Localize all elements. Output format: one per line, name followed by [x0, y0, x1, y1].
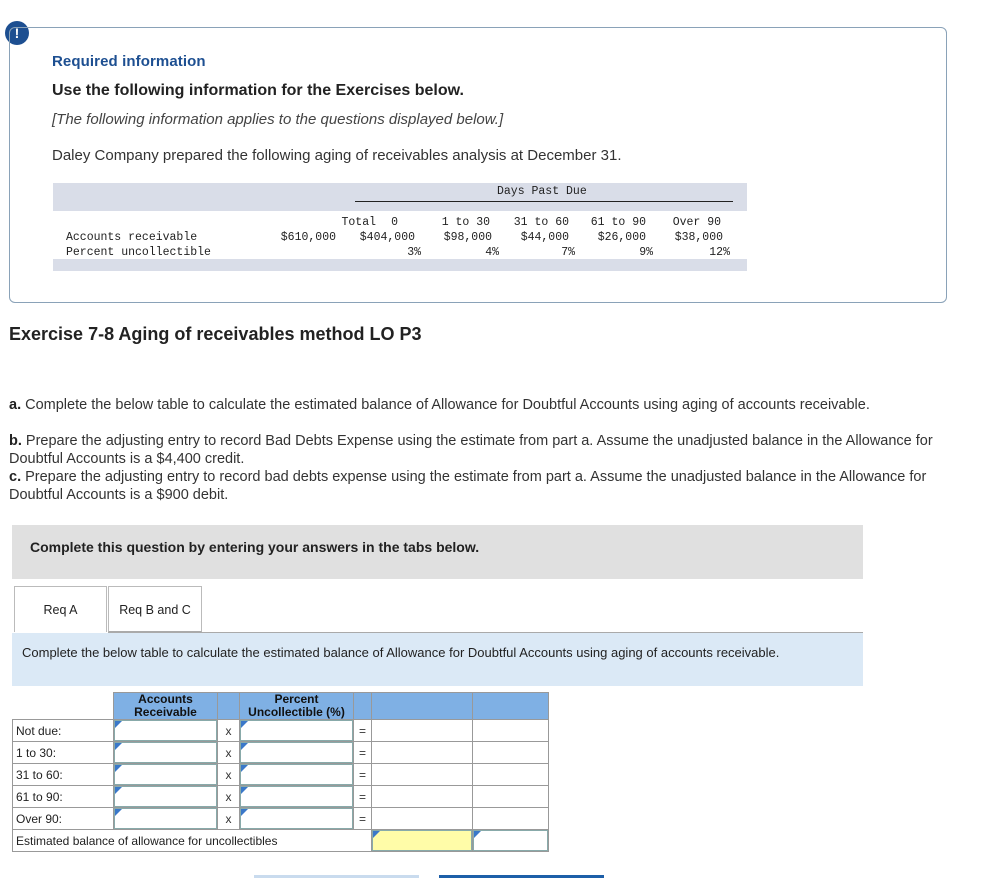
row-label: 31 to 60:: [13, 764, 114, 786]
equals-sign: =: [354, 786, 372, 808]
days-past-due-label: Days Past Due: [497, 185, 587, 198]
table-row: [13, 764, 549, 786]
table-row: [13, 808, 549, 830]
aging-footer-band: [53, 259, 747, 271]
times-sign: x: [218, 808, 240, 830]
ar-input-1-30[interactable]: [114, 742, 217, 763]
equals-sign: =: [354, 720, 372, 742]
instruction-b-label: b.: [9, 433, 22, 449]
ar-input-61-90[interactable]: [114, 786, 217, 807]
times-sign: x: [218, 720, 240, 742]
aging-header-band: [53, 183, 747, 211]
result-cell-over-90: [372, 808, 473, 830]
instruction-a: [9, 396, 939, 414]
equals-sign: =: [354, 764, 372, 786]
aging-table: [53, 211, 747, 259]
result-cell-not-due: [372, 720, 473, 742]
result-cell-61-90: [372, 786, 473, 808]
header-percent-uncollectible: Percent Uncollectible (%): [240, 693, 354, 720]
tab-req-a[interactable]: Req A: [14, 586, 107, 632]
row-label-accounts-receivable: Accounts receivable: [66, 231, 198, 244]
pct-31-60: 7%: [561, 246, 575, 259]
header-result-blank: [372, 693, 473, 720]
aging-header-31-60: 31 to 60: [513, 216, 569, 229]
header-times-blank: [218, 693, 240, 720]
row-label: Over 90:: [13, 808, 114, 830]
aging-header-1-30: 1 to 30: [441, 216, 490, 229]
ar-1-30: $98,000: [443, 231, 492, 244]
table-header-row: [13, 693, 549, 720]
use-info-heading: Use the following information for the Exercises below.: [52, 82, 464, 99]
extra-cell: [473, 720, 549, 742]
equals-sign: =: [354, 808, 372, 830]
exercise-title: Exercise 7-8 Aging of receivables method LO P3: [9, 324, 422, 344]
ar-31-60: $44,000: [520, 231, 569, 244]
pct-0: 3%: [407, 246, 421, 259]
pct-input-over-90[interactable]: [240, 808, 353, 829]
alert-icon: !: [5, 21, 29, 45]
pct-input-31-60[interactable]: [240, 764, 353, 785]
pct-input-1-30[interactable]: [240, 742, 353, 763]
ar-total: $610,000: [280, 231, 336, 244]
header-equals-blank: [354, 693, 372, 720]
instruction-b: [9, 432, 939, 468]
total-input[interactable]: [372, 830, 472, 851]
ar-input-not-due[interactable]: [114, 720, 217, 741]
aging-header-over-90: Over 90: [672, 216, 721, 229]
header-blank: [13, 693, 114, 720]
applies-note: [The following information applies to the questions displayed below.]: [52, 111, 504, 128]
times-sign: x: [218, 764, 240, 786]
pct-input-61-90[interactable]: [240, 786, 353, 807]
extra-cell: [473, 786, 549, 808]
total-row: [13, 830, 549, 852]
times-sign: x: [218, 742, 240, 764]
instruction-c-label: c.: [9, 469, 22, 485]
tabs-banner-text: Complete this question by entering your answers in the tabs below.: [30, 539, 480, 555]
days-past-due-rule: [355, 201, 733, 202]
pct-1-30: 4%: [485, 246, 499, 259]
aging-header-0: 0: [391, 216, 398, 229]
instruction-b-text: Prepare the adjusting entry to record Bad Debts Expense using the estimate from part a. Assume the unadjusted balance in the Allowance for Doubtful Accounts is a $4,400 credit.: [9, 433, 933, 467]
ar-61-90: $26,000: [597, 231, 646, 244]
pct-input-not-due[interactable]: [240, 720, 353, 741]
times-sign: x: [218, 786, 240, 808]
table-row: [13, 720, 549, 742]
row-label: 61 to 90:: [13, 786, 114, 808]
extra-cell: [473, 808, 549, 830]
total-extra-input[interactable]: [473, 830, 548, 851]
total-label: Estimated balance of allowance for uncollectibles: [13, 830, 372, 852]
header-accounts-receivable: Accounts Receivable: [114, 693, 218, 720]
ar-input-over-90[interactable]: [114, 808, 217, 829]
instruction-c-text: Prepare the adjusting entry to record bad debts expense using the estimate from part a. Assume the unadjusted balance in the Allowance for Doubtful Accounts is a $900 debit.: [9, 469, 927, 503]
aging-input-table: [12, 692, 549, 852]
aging-header-61-90: 61 to 90: [590, 216, 646, 229]
required-information-heading: Required information: [52, 53, 206, 70]
row-label: 1 to 30:: [13, 742, 114, 764]
intro-text: Daley Company prepared the following aging of receivables analysis at December 31.: [52, 147, 622, 164]
result-cell-31-60: [372, 764, 473, 786]
tab-req-b-and-c[interactable]: Req B and C: [108, 586, 202, 632]
instruction-a-label: a.: [9, 397, 22, 413]
instruction-c: [9, 468, 939, 504]
header-extra-blank: [473, 693, 549, 720]
pct-over-90: 12%: [709, 246, 730, 259]
instruction-a-text: Complete the below table to calculate the estimated balance of Allowance for Doubtful Accounts using aging of accounts receivable.: [21, 397, 870, 413]
ar-0: $404,000: [359, 231, 415, 244]
tab-instruction-text: Complete the below table to calculate the estimated balance of Allowance for Doubtful Accounts using aging of accounts receivable.: [22, 645, 780, 660]
equals-sign: =: [354, 742, 372, 764]
ar-input-31-60[interactable]: [114, 764, 217, 785]
pct-61-90: 9%: [639, 246, 653, 259]
table-row: [13, 742, 549, 764]
row-label-percent-uncollectible: Percent uncollectible: [66, 246, 211, 259]
aging-header-total: Total: [341, 216, 376, 229]
result-cell-1-30: [372, 742, 473, 764]
row-label: Not due:: [13, 720, 114, 742]
extra-cell: [473, 742, 549, 764]
table-row: [13, 786, 549, 808]
ar-over-90: $38,000: [674, 231, 723, 244]
extra-cell: [473, 764, 549, 786]
